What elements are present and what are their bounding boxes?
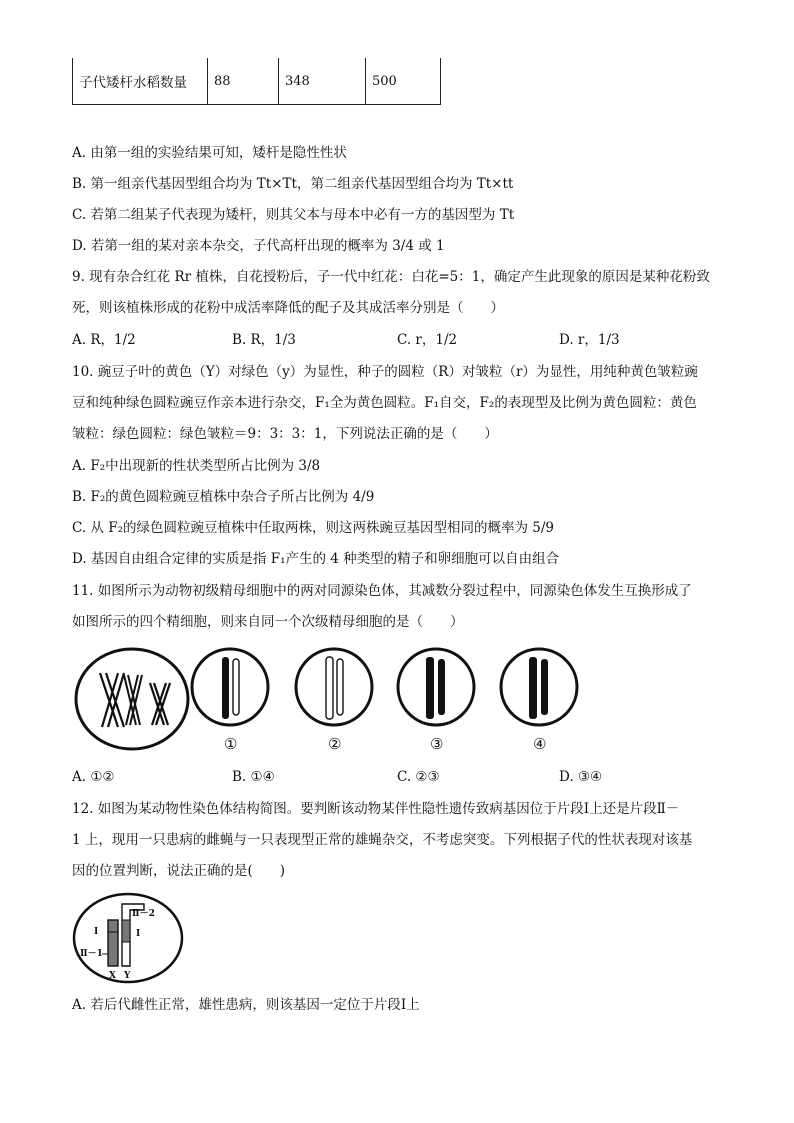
q8-option-a: A. 由第一组的实验结果可知，矮杆是隐性性状 (72, 145, 347, 161)
table-row-label: 子代矮杆水稻数量 (73, 58, 208, 105)
table-cell: 500 (366, 58, 441, 105)
figure-label-4: ④ (533, 735, 547, 753)
sperm-cell-3 (398, 649, 474, 753)
cell-division-figure (72, 645, 592, 755)
q11-stem-line1: 11. 如图所示为动物初级精母细胞中的两对同源染色体，其减数分裂过程中，同源染色体发生互换形成了 (72, 583, 692, 599)
q9-stem-line2: 死，则该植株形成的花粉中成活率降低的配子及其成活率分别是（ ） (72, 300, 504, 316)
table-row (73, 58, 441, 105)
q12-stem-line1: 12. 如图为某动物性染色体结构简图。要判断该动物某伴性隐性遗传致病基因位于片段Ⅰ上还是片段Ⅱ－ (72, 801, 680, 817)
q12-stem-line3: 因的位置判断，说法正确的是( ) (72, 863, 286, 879)
q11-option-b: B. ①④ (232, 769, 275, 785)
q9-option-a: A. R，1/2 (72, 332, 136, 348)
figure-label-1: ① (224, 735, 238, 753)
q10-stem-line2: 豆和纯种绿色圆粒豌豆作亲本进行杂交，F₁全为黄色圆粒。F₁自交，F₂的表现型及比例为黄色圆粒：黄色 (72, 395, 697, 411)
q12-option-a: A. 若后代雌性正常，雄性患病，则该基因一定位于片段Ⅰ上 (72, 997, 420, 1013)
q9-option-b: B. R，1/3 (232, 332, 296, 348)
q10-option-a: A. F₂中出现新的性状类型所占比例为 3/8 (72, 458, 321, 474)
q8-option-d: D. 若第一组的某对亲本杂交，子代高杆出现的概率为 3/4 或 1 (72, 238, 445, 254)
q11-option-c: C. ②③ (397, 769, 440, 785)
q10-option-b: B. F₂的黄色圆粒豌豆植株中杂合子所占比例为 4/9 (72, 489, 375, 505)
q10-stem-line3: 皱粒：绿色圆粒：绿色皱粒＝9：3：3：1，下列说法正确的是（ ） (72, 426, 498, 442)
sperm-cell-1 (192, 649, 268, 753)
sperm-cell-4 (501, 649, 577, 753)
q8-option-b: B. 第一组亲代基因型组合均为 Tt×Tt，第二组亲代基因型组合均为 Tt×tt (72, 176, 514, 192)
table-cell: 88 (208, 58, 279, 105)
figure-label-2: ② (328, 735, 342, 753)
q10-option-d: D. 基因自由组合定律的实质是指 F₁产生的 4 种类型的精子和卵细胞可以自由组合 (72, 551, 560, 567)
label-Y: Y (124, 971, 131, 981)
q8-option-c: C. 若第二组某子代表现为矮杆，则其父本与母本中必有一方的基因型为 Tt (72, 207, 515, 223)
q10-option-c: C. 从 F₂的绿色圆粒豌豆植株中任取两株，则这两株豌豆基因型相同的概率为 5/9 (72, 520, 555, 536)
label-I-left: Ⅰ (94, 927, 99, 937)
primary-spermatocyte-cell (76, 649, 188, 749)
q9-option-c: C. r，1/2 (397, 332, 458, 348)
sex-chromosome-diagram (72, 892, 184, 984)
q9-option-d: D. r，1/3 (559, 332, 620, 348)
q11-stem-line2: 如图所示的四个精细胞，则来自同一个次级精母细胞的是（ ） (72, 614, 464, 630)
label-X: X (109, 971, 116, 981)
q10-stem-line1: 10. 豌豆子叶的黄色（Y）对绿色（y）为显性，种子的圆粒（R）对皱粒（r）为显性，用纯种黄色皱粒豌 (72, 364, 698, 380)
x-chromosome (108, 920, 118, 966)
q9-stem-line1: 9. 现有杂合红花 Rr 植株，自花授粉后，子一代中红花：白花=5：1，确定产生此现象的原因是某种花粉致 (72, 269, 710, 285)
label-I-right: Ⅰ (136, 929, 141, 939)
label-II-2: Ⅱ－2 (132, 909, 155, 919)
q12-stem-line2: 1 上，现用一只患病的雌蝇与一只表现型正常的雄蝇杂交，不考虑突变。下列根据子代的性状表现对该基 (72, 832, 693, 848)
figure-label-3: ③ (430, 735, 444, 753)
table-cell: 348 (279, 58, 366, 105)
offspring-table (72, 58, 441, 105)
sperm-cell-2 (296, 649, 372, 753)
q11-option-a: A. ①② (72, 769, 115, 785)
label-II-1: Ⅱ－1 (80, 949, 103, 959)
q11-option-d: D. ③④ (559, 769, 603, 785)
